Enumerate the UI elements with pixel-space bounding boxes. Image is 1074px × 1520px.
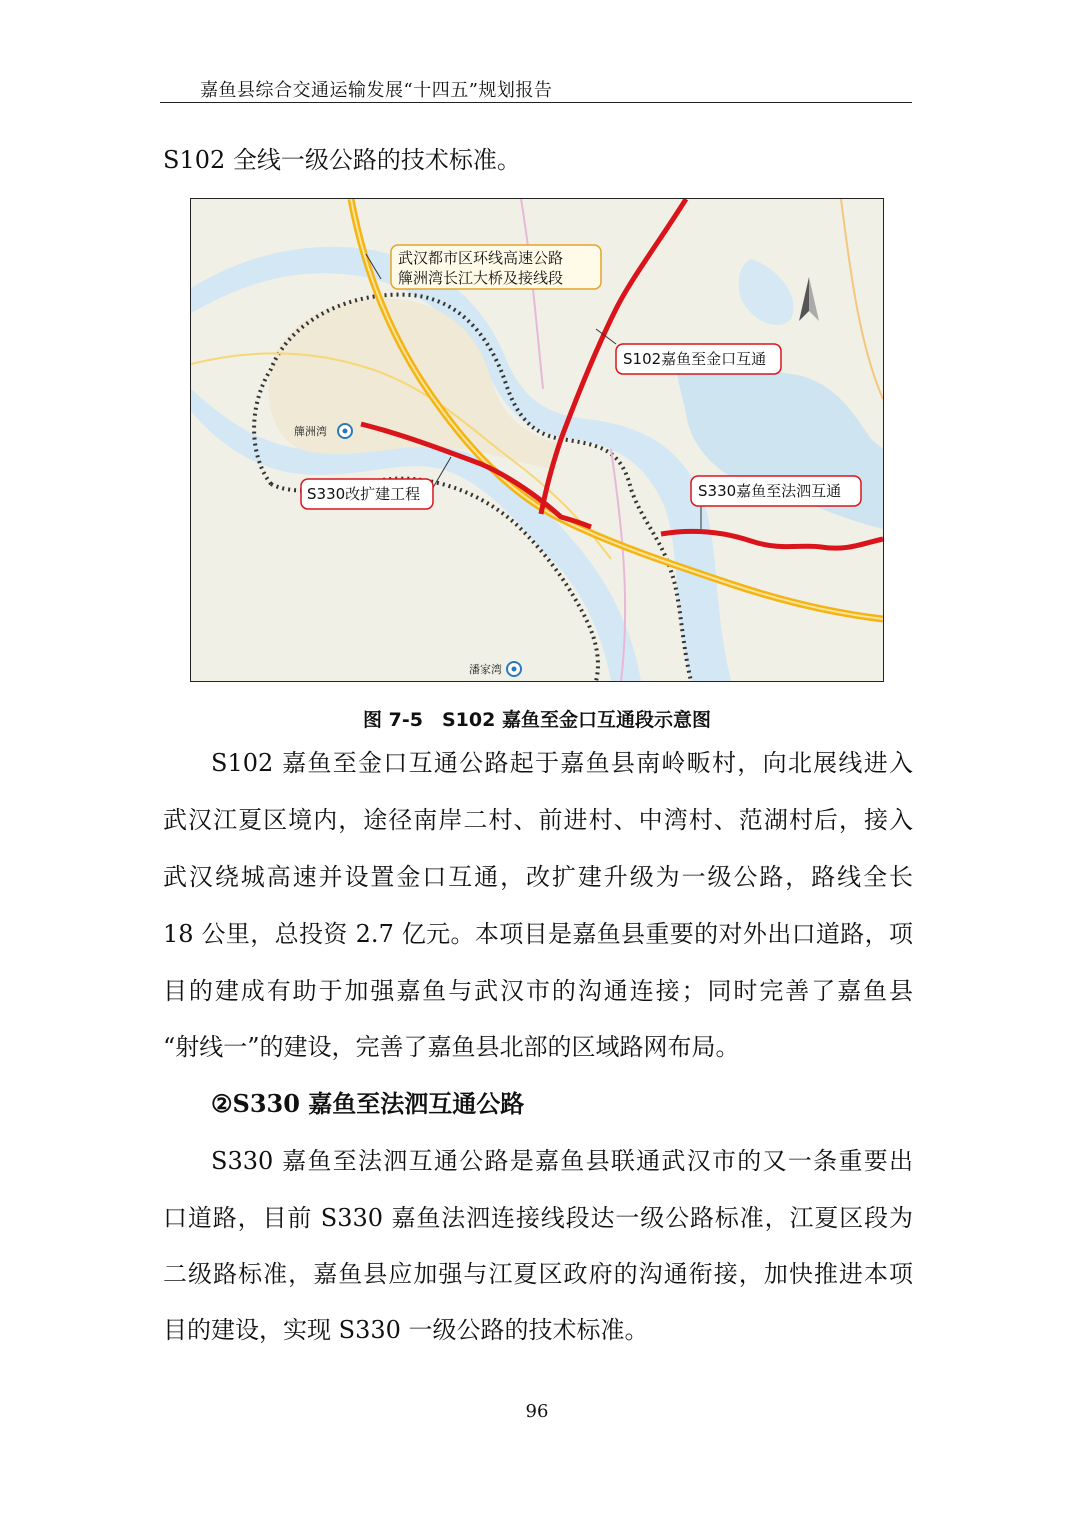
page-number: 96 xyxy=(525,1401,549,1422)
map-svg xyxy=(191,199,883,681)
paragraph2-line: S330 嘉鱼至法泗互通公路是嘉鱼县联通武汉市的又一条重要出 xyxy=(211,1147,913,1175)
s330-fasi-callout: S330嘉鱼至法泗互通 xyxy=(698,482,842,500)
s102-callout: S102嘉鱼至金口互通 xyxy=(623,350,767,368)
paragraph1-line: 目的建成有助于加强嘉鱼与武汉市的沟通连接；同时完善了嘉鱼县 xyxy=(163,977,913,1005)
ring-road-callout-line2: 簰洲湾长江大桥及接线段 xyxy=(398,269,564,287)
place-paizhouwan: 簰洲湾 xyxy=(294,425,327,438)
paragraph1-line: 18 公里，总投资 2.7 亿元。本项目是嘉鱼县重要的对外出口道路，项 xyxy=(163,920,913,948)
paragraph1-line: 武汉绕城高速并设置金口互通，改扩建升级为一级公路，路线全长 xyxy=(163,863,913,891)
route-map xyxy=(190,198,884,682)
place-haixiwan: 潘家湾 xyxy=(469,663,502,676)
section-heading: ②S330 嘉鱼至法泗互通公路 xyxy=(211,1089,525,1118)
paragraph1-line: S102 嘉鱼至金口互通公路起于嘉鱼县南岭畈村，向北展线进入 xyxy=(211,749,913,777)
page-header xyxy=(160,74,912,103)
paragraph2-line: 目的建设，实现 S330 一级公路的技术标准。 xyxy=(163,1316,649,1344)
intro-line: S102 全线一级公路的技术标准。 xyxy=(163,146,521,174)
paragraph2-line: 口道路，目前 S330 嘉鱼法泗连接线段达一级公路标准，江夏区段为 xyxy=(163,1204,913,1232)
paragraph1-line: “射线一”的建设，完善了嘉鱼县北部的区域路网布局。 xyxy=(163,1033,740,1061)
town-marker-icon xyxy=(507,662,521,676)
figure-caption: 图 7-5 S102 嘉鱼至金口互通段示意图 xyxy=(363,709,711,731)
s330-rebuild-callout: S330改扩建工程 xyxy=(307,485,421,503)
header-title: 嘉鱼县综合交通运输发展“十四五”规划报告 xyxy=(200,80,553,101)
town-marker-icon xyxy=(338,424,352,438)
ring-road-callout-line1: 武汉都市区环线高速公路 xyxy=(398,249,564,267)
paragraph1-line: 武汉江夏区境内，途径南岸二村、前进村、中湾村、范湖村后，接入 xyxy=(163,806,913,834)
paragraph2-line: 二级路标准，嘉鱼县应加强与江夏区政府的沟通衔接，加快推进本项 xyxy=(163,1260,913,1288)
